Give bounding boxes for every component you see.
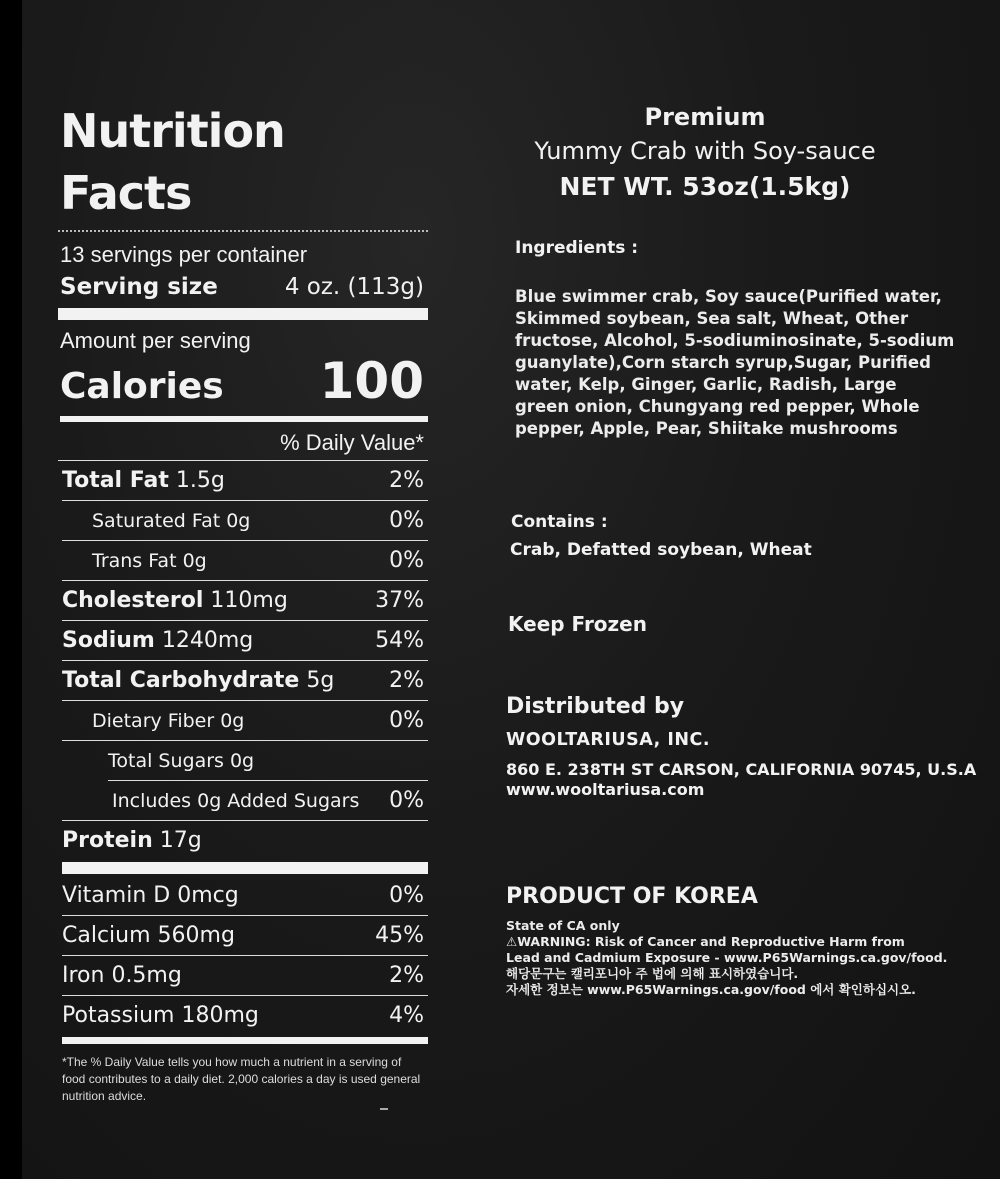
- warning-line: State of CA only: [506, 918, 620, 933]
- amount-per-serving: Amount per serving: [60, 328, 251, 353]
- nutrient-pct: 37%: [375, 588, 424, 613]
- product-line-premium: Premium: [644, 103, 766, 131]
- nutrient-row-sodium: [62, 621, 428, 661]
- nutrient-name: Sodium: [62, 628, 155, 653]
- nutrient-row-total-fat: [62, 461, 428, 501]
- nutrient-pct: 0%: [389, 708, 424, 733]
- ingredients-text: Blue swimmer crab, Soy sauce(Purified water, Skimmed soybean, Sea salt, Wheat, Other fructose, Alcohol, 5-sodiuminosinate, 5-sodium guanylate),Corn starch syrup,Sugar, Purified water, Kelp, Ginger, Garlic, Radish, Large green onion, Chungyang red pepper, Whole pepper, Apple, Pear, Shiitake mushrooms: [515, 287, 955, 438]
- vitamin-pct: 0%: [389, 883, 424, 908]
- nutrient-pct: 2%: [389, 468, 424, 493]
- serving-size-row: [58, 270, 428, 304]
- vitamin-row-calcium: [62, 916, 428, 956]
- vitamin-name: Calcium 560mg: [62, 923, 235, 948]
- nutrient-row-total-sugars: [108, 741, 428, 781]
- nutrient-row-dietary-fiber: [62, 701, 428, 741]
- product-name: Yummy Crab with Soy-sauce: [534, 137, 876, 165]
- serving-size-value: 4 oz. (113g): [284, 274, 424, 300]
- vitamin-name: Potassium 180mg: [62, 1003, 259, 1028]
- left-edge: [0, 0, 22, 1179]
- distributor-website: www.wooltariusa.com: [506, 780, 705, 799]
- vitamin-pct: 45%: [375, 923, 424, 948]
- nutrient-row-saturated-fat: [62, 501, 428, 541]
- nutrient-name: Dietary Fiber 0g: [92, 709, 245, 732]
- warning-line-korean: 해당문구는 캘리포니아 주 법에 의해 표시하였습니다.: [506, 966, 799, 981]
- servings-per-container: 13 servings per container: [60, 242, 308, 267]
- daily-value-header: % Daily Value*: [58, 426, 428, 461]
- calories-row: [58, 352, 428, 412]
- nutrient-pct: 54%: [375, 628, 424, 653]
- nutrient-row-trans-fat: [62, 541, 428, 581]
- vitamin-pct: 2%: [389, 963, 424, 988]
- vitamin-name: Vitamin D 0mcg: [62, 883, 239, 908]
- nutrient-pct: 0%: [389, 508, 424, 533]
- product-title-block: [505, 100, 905, 206]
- nutrition-facts-panel: [58, 100, 428, 1105]
- calories-label: Calories: [60, 366, 224, 407]
- dotted-divider: [58, 230, 428, 232]
- nutrition-title: Nutrition Facts: [60, 104, 285, 220]
- medium-divider: [60, 416, 428, 422]
- vitamin-row-potassium: [62, 996, 428, 1035]
- thick-divider: [58, 308, 428, 320]
- nutrient-name: Cholesterol: [62, 588, 204, 613]
- nutrient-amount: 5g: [299, 668, 335, 693]
- distributor-heading: Distributed by: [506, 694, 685, 719]
- calories-value: 100: [319, 352, 424, 410]
- vitamin-name: Iron 0.5mg: [62, 963, 182, 988]
- nutrient-row-protein: [62, 821, 428, 860]
- warning-line: ⚠WARNING: Risk of Cancer and Reproductive Harm from: [506, 934, 905, 949]
- country-of-origin: PRODUCT OF KOREA: [506, 884, 758, 909]
- vitamin-row-d: [62, 876, 428, 916]
- nutrient-name: Total Carbohydrate: [62, 668, 300, 693]
- nutrient-amount: 17g: [152, 828, 202, 853]
- contains-text: Crab, Defatted soybean, Wheat: [510, 540, 812, 560]
- nutrient-row-cholesterol: [62, 581, 428, 621]
- distributor-address: 860 E. 238TH ST CARSON, CALIFORNIA 90745, U.S.A: [506, 760, 977, 779]
- nutrient-row-added-sugars: [62, 781, 428, 821]
- medium-divider: [62, 1037, 428, 1044]
- prop65-warning: [506, 918, 946, 998]
- distributor-company: WOOLTARIUSA, INC.: [506, 730, 710, 750]
- print-mark: [380, 1108, 388, 1110]
- nutrient-name: Total Fat: [62, 468, 169, 493]
- serving-size-label: Serving size: [60, 274, 218, 300]
- storage-instruction: Keep Frozen: [508, 612, 647, 636]
- thick-divider: [62, 862, 428, 874]
- nutrient-amount: 1.5g: [168, 468, 225, 493]
- daily-value-footnote: *The % Daily Value tells you how much a nutrient in a serving of food contributes to a daily diet. 2,000 calories a day is used general nutrition advice.: [62, 1055, 421, 1103]
- warning-line: Lead and Cadmium Exposure - www.P65Warnings.ca.gov/food.: [506, 950, 948, 965]
- nutrient-amount: 1240mg: [154, 628, 254, 653]
- nutrient-name: Trans Fat 0g: [92, 549, 207, 572]
- nutrient-name: Saturated Fat 0g: [92, 509, 251, 532]
- vitamin-row-iron: [62, 956, 428, 996]
- contains-heading: Contains :: [511, 512, 608, 532]
- nutrient-name: Includes 0g Added Sugars: [112, 789, 360, 812]
- nutrient-pct: 2%: [389, 668, 424, 693]
- vitamin-pct: 4%: [389, 1003, 424, 1028]
- nutrient-pct: 0%: [389, 548, 424, 573]
- nutrient-row-total-carbohydrate: [62, 661, 428, 701]
- nutrient-name: Total Sugars 0g: [108, 749, 255, 772]
- nutrient-pct: 0%: [389, 788, 424, 813]
- nutrient-amount: 110mg: [203, 588, 288, 613]
- net-weight: NET WT. 53oz(1.5kg): [559, 172, 851, 201]
- ingredients-heading: Ingredients :: [515, 238, 639, 258]
- nutrient-name: Protein: [62, 828, 153, 853]
- warning-line-korean: 자세한 정보는 www.P65Warnings.ca.gov/food 에서 확인하십시오.: [506, 982, 916, 997]
